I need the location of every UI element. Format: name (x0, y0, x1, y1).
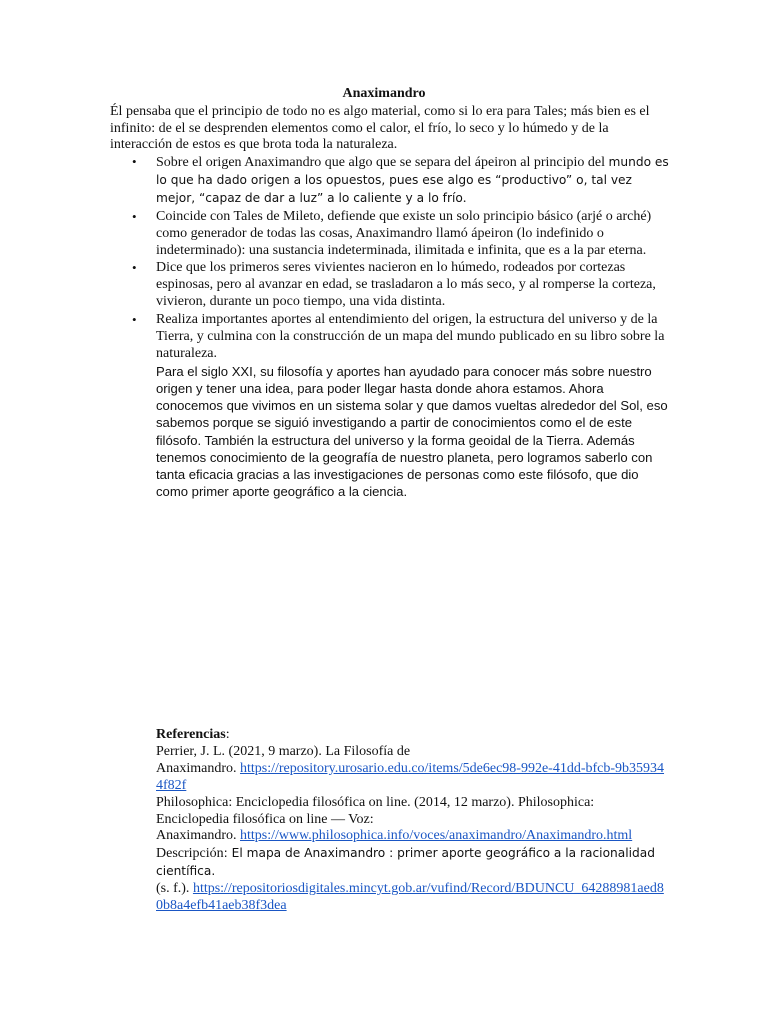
reference-2-source (156, 828, 666, 845)
reference-3-source (156, 881, 666, 915)
reference-1-source (156, 761, 666, 795)
reference-1-link[interactable]: https://repository.urosario.edu.co/items/5de6ec98-992e-41dd-bfcb-9b359344f82f (156, 760, 665, 793)
bullet-list (110, 154, 670, 502)
reference-3-title (156, 845, 666, 881)
bullet-text: Sobre el origen Anaximandro que algo que se separa del ápeiron al principio del (156, 155, 609, 170)
bullet-text: Coincide con Tales de Mileto, defiende que existe un solo principio básico (arjé o arché) como generador de todas las cosas, Anaximandro llamó ápeiron (lo indefinido o indeterminado): una sustancia indeterminada, ilimitada e infinita, que es a la par eterna. (156, 208, 652, 258)
reference-3-text: : El mapa de Anaximandro : primer aporte geográfico a la racionalidad científica. (156, 846, 655, 879)
reference-1-title: Perrier, J. L. (2021, 9 marzo). La Filosofía de (156, 743, 411, 759)
bullet-text-end: . (462, 190, 467, 206)
reference-3-link[interactable]: https://repositoriosdigitales.mincyt.gob.ar/vufind/Record/BDUNCU_64288981aed80b8a4efb41aeb38f3dea (156, 881, 664, 914)
references-heading: Referencias (156, 727, 226, 742)
reference-2-prefix: Anaximandro. (156, 828, 240, 844)
bullet-text: Realiza importantes aportes al entendimiento del origen, la estructura del universo y de la Tierra, y culmina con la construcción de un mapa del mundo publicado en su libro sobre la naturaleza. (156, 312, 665, 361)
bullet-icon: • (132, 154, 137, 169)
bullet-icon: • (132, 208, 137, 224)
list-item (110, 154, 670, 208)
bullet-icon: • (132, 260, 137, 276)
reference-2-title: Philosophica: Enciclopedia filosófica on line. (2014, 12 marzo). Philosophica: Enciclopedia filosófica on line — Voz: (156, 794, 595, 827)
references-heading-line (156, 727, 666, 744)
list-item (110, 260, 670, 311)
bullet-icon: • (132, 312, 137, 328)
references-section (156, 727, 666, 915)
list-item (110, 209, 670, 260)
reference-2-link[interactable]: https://www.philosophica.info/voces/anaximandro/Anaximandro.html (239, 828, 633, 844)
closing-paragraph: Para el siglo XXI, su filosofía y aportes han ayudado para conocer más sobre nuestro origen y tener una idea, para poder llegar hasta donde ahora estamos. Ahora conocemos que vivimos en un sistema solar y que damos vueltas alrededor del Sol, eso sabemos porque se siguió investigando a partir de conocimientos como el de este filósofo. También la estructura del universo y la forma geoidal de la Tierra. Además tenemos conocimiento de la geografía de nuestro planeta, pero logramos saberlo con tanta eficacia gracias a las investigaciones de personas como este filósofo, que dio como primer aporte geográfico a la ciencia. (156, 363, 668, 500)
bullet-text-sans: mundo es lo que ha dado origen a los opuestos, pues ese algo es “productivo” o, tal vez mejor, “capaz de dar a luz” a lo caliente y a lo frío (156, 155, 669, 205)
list-item (110, 312, 670, 500)
bullet-text: Dice que los primeros seres vivientes nacieron en lo húmedo, rodeados por cortezas espinosas, pero al avanzar en edad, se trasladaron a lo más seco, y al romperse la corteza, vivieron, durante un poco tiempo, una vida distinta. (156, 260, 656, 310)
reference-3-date: (s. f.). (156, 881, 193, 897)
document-title: Anaximandro (342, 86, 426, 101)
reference-1-prefix: Anaximandro. (156, 760, 240, 776)
references-heading-colon: : (225, 727, 230, 742)
reference-3-prefix: Descripción (156, 846, 224, 862)
intro-paragraph: Él pensaba que el principio de todo no es algo material, como si lo era para Tales; más bien es el infinito: de el se desprenden elementos como el calor, el frío, lo seco y lo húmedo y de la interacción de estos es que brota toda la naturaleza. (110, 104, 650, 153)
